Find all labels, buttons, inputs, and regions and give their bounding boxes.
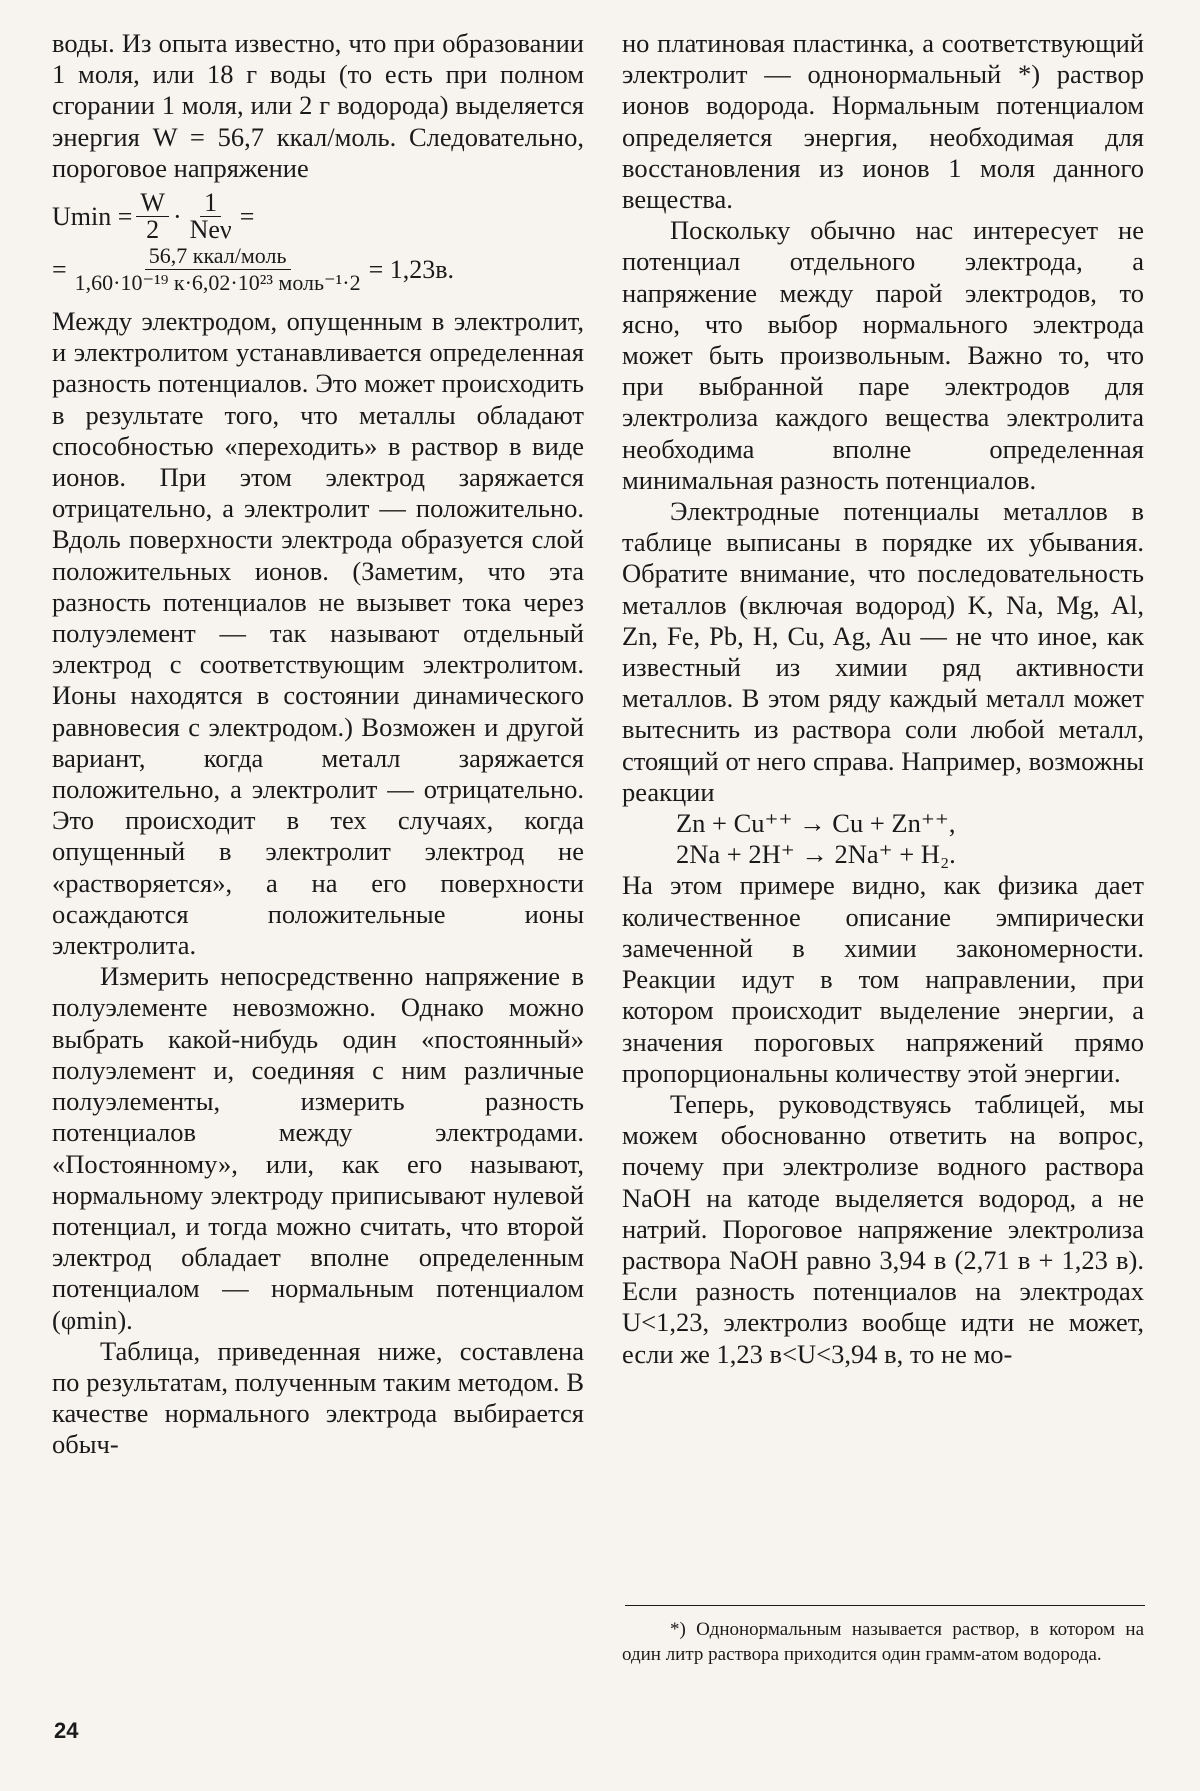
fraction-1-over-nev: [186, 190, 236, 243]
reaction-equation-2: 2Na + 2H⁺ → 2Na⁺ + H₂.: [676, 839, 956, 870]
right-paragraph-1: но платиновая пластинка, а соответствующий электролит — однонормальный *) раствор ионов водорода. Нормальным потенциалом определяется энергия, необходимая для восстановления из ионов 1 моля данного вещества.: [622, 28, 1144, 215]
left-column: [52, 28, 584, 1461]
reaction-equation-1: Zn + Cu⁺⁺ → Cu + Zn⁺⁺,: [676, 808, 956, 839]
formula-line-1: [52, 190, 584, 243]
fraction-numerator: 56,7 ккал/моль: [145, 243, 291, 270]
fraction-denominator: 1,60·10⁻¹⁹ к·6,02·10²³ моль⁻¹·2: [74, 270, 361, 296]
footnote-divider: [625, 1605, 1145, 1606]
right-paragraph-2: Поскольку обычно нас интересует не потенциал отдельного электрода, а напряжение между парой электродов, то ясно, что выбор нормального электрода может быть произвольным. Важно то, что при выбранной паре электродов для электролиза каждого вещества электролита необходима вполне определенная минимальная разность потенциалов.: [622, 215, 1144, 495]
equals-sign: =: [52, 254, 67, 284]
fraction-numerator: 1: [200, 190, 221, 217]
fraction-energy-over-charge: [71, 243, 365, 296]
right-paragraph-3: Электродные потенциалы металлов в таблице выписаны в порядке их убывания. Обратите внимание, что последовательность металлов (включая водород) K, Na, Mg, Al, Zn, Fe, Pb, H, Cu, Ag, Au — не что иное, как известный из химии ряд активности металлов. В этом ряду каждый металл может вытеснить из раствора соли любой металл, стоящий от него справа. Например, возможны реакции: [622, 496, 1144, 807]
left-paragraph-4: Таблица, приведенная ниже, составлена по результатам, полученным таким методом. В качестве нормального электрода выбирается обыч-: [52, 1335, 584, 1460]
left-paragraph-3: Измерить непосредственно напряжение в полуэлементе невозможно. Однако можно выбрать какой-нибудь один «постоянный» полуэлемент и, соединяя с ним различные полуэлементы, измерить разность потенциалов между электродами. «Постоянному», или, как его называют, нормальному электроду приписывают нулевой потенциал, и тогда можно считать, что второй электрод обладает вполне определенным потенциалом — нормальным потенциалом (φmin).: [52, 961, 584, 1335]
right-paragraph-5: Теперь, руководствуясь таблицей, мы можем обоснованно ответить на вопрос, почему при электролизе водного раствора NaOH на катоде выделяется водород, а не натрий. Пороговое напряжение электролиза раствора NaOH равно 3,94 в (2,71 в + 1,23 в). Если разность потенциалов на электродах U<1,23, электролиз вообще идти не может, если же 1,23 в<U<3,94 в, то не мо-: [622, 1088, 1144, 1369]
fraction-numerator: W: [136, 190, 169, 217]
footnote: *) Однонормальным называется раствор, в котором на один литр раствора приходится один грамм-атом водорода.: [622, 1619, 1144, 1665]
fraction-denominator: 2: [146, 215, 160, 245]
fraction-w-over-2: [136, 190, 169, 243]
page-number: 24: [54, 1718, 79, 1743]
equals-sign: =: [239, 201, 255, 231]
threshold-voltage-formula: [52, 190, 584, 296]
formula-lhs: Umin =: [52, 201, 133, 231]
left-paragraph-2: Между электродом, опущенным в электролит, и электролитом устанавливается определенная разность потенциалов. Это может происходить в результате того, что металлы обладают способностью «переходить» в раствор в виде ионов. При этом электрод заряжается отрицательно, а электролит — положительно. Вдоль поверхности электрода образуется слой положительных ионов. (Заметим, что эта разность потенциалов не вызывет тока через полуэлемент — так называют отдельный электрод с соответствующим электролитом. Ионы находятся в состоянии динамического равновесия с электродом.) Возможен и другой вариант, когда металл заряжается положительно, а электролит — отрицательно. Это происходит в тех случаях, когда опущенный в электролит электрод не «растворяется», а на его поверхности осаждаются положительные ионы электролита.: [52, 306, 584, 961]
multiplication-dot: ·: [172, 201, 182, 231]
right-column: [622, 28, 1144, 1370]
left-paragraph-1: воды. Из опыта известно, что при образовании 1 моля, или 18 г воды (то есть при полном сгорании 1 моля, или 2 г водорода) выделяется энергия W = 56,7 ккал/моль. Следовательно, пороговое напряжение: [52, 28, 584, 183]
formula-result: = 1,23в.: [368, 254, 455, 284]
formula-line-2: [52, 243, 584, 296]
right-paragraph-4: На этом примере видно, как физика дает количественное описание эмпирически замеченной в химии закономерности. Реакции идут в том направлении, при котором происходит выделение энергии, а значения пороговых напряжений прямо пропорциональны количеству этой энергии.: [622, 870, 1144, 1088]
fraction-denominator: Neν: [189, 215, 232, 245]
